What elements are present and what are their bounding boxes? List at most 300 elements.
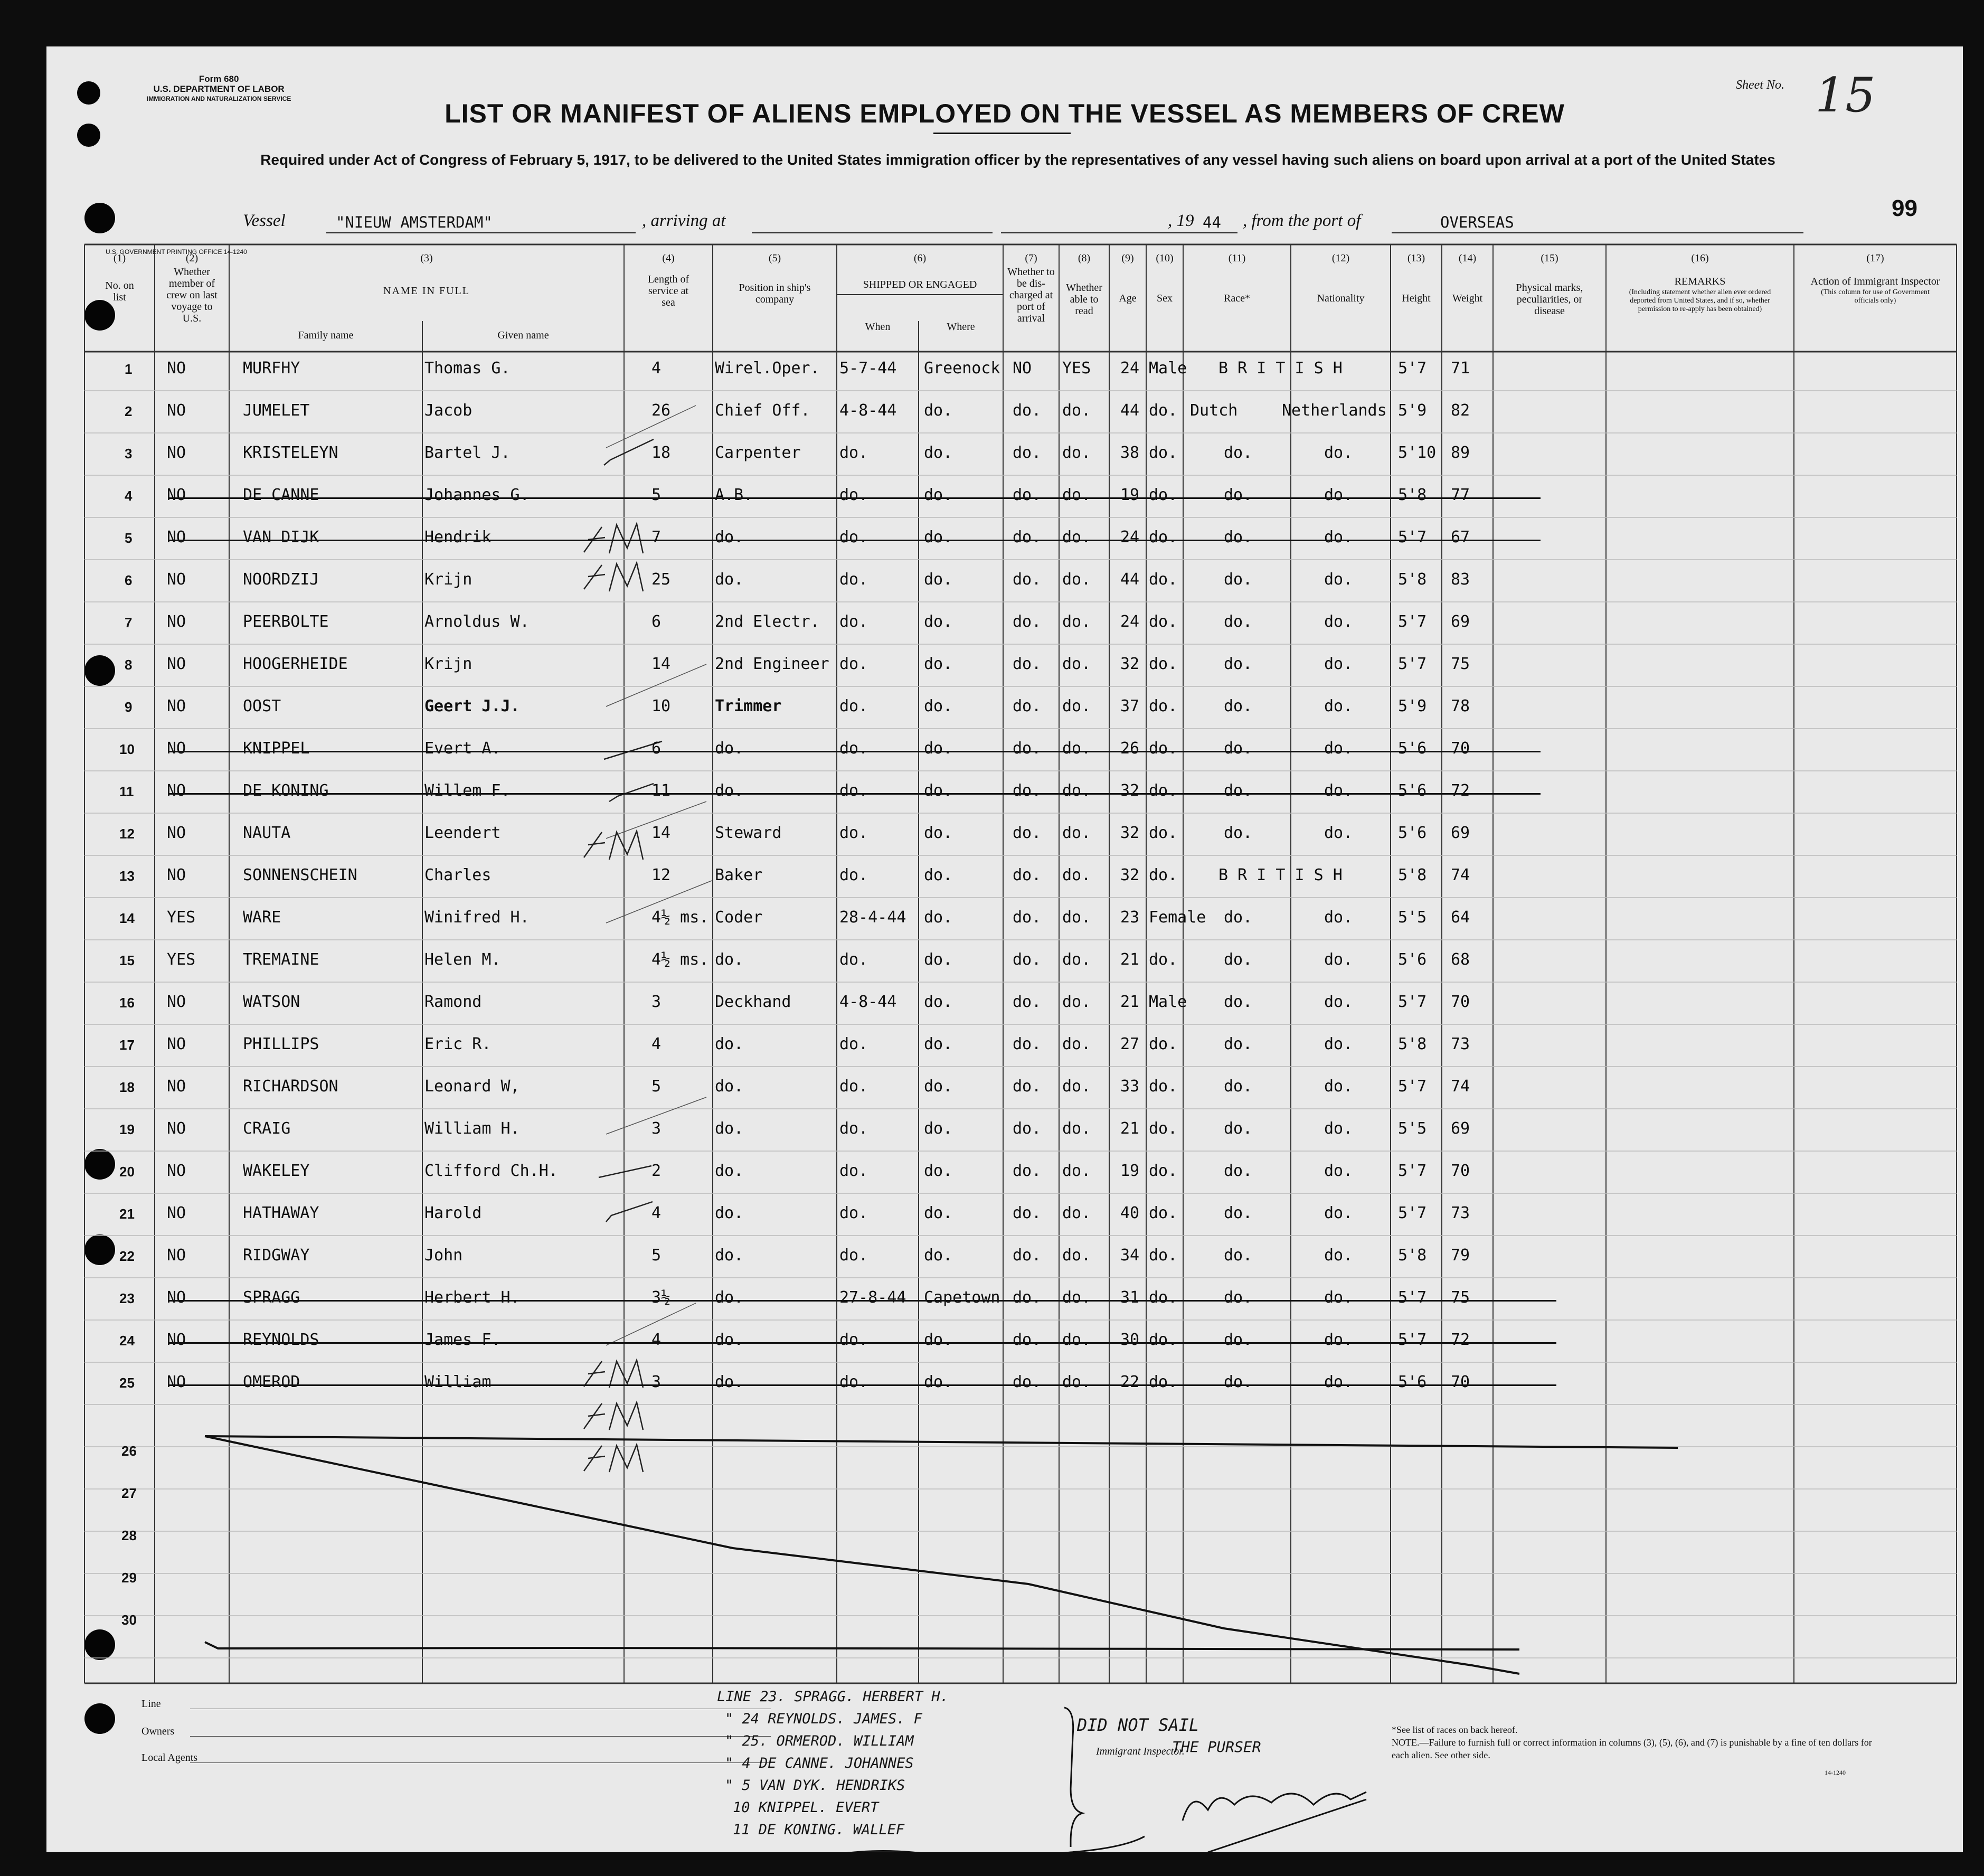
nationality-cell: do. bbox=[1324, 950, 1353, 969]
nationality-cell: do. bbox=[1324, 528, 1353, 546]
given-name-cell: Ramond bbox=[424, 993, 482, 1011]
service-length-cell: 6 bbox=[651, 612, 662, 631]
service-length-cell: 14 bbox=[651, 655, 671, 673]
discharge-cell: do. bbox=[1013, 1035, 1042, 1053]
height-cell: 5'9 bbox=[1398, 401, 1427, 420]
empty-row-number: 27 bbox=[121, 1485, 137, 1501]
given-name-cell: Clifford Ch.H. bbox=[424, 1162, 558, 1180]
printing-office-note: U.S. GOVERNMENT PRINTING OFFICE 14-1240 bbox=[106, 248, 247, 256]
race-cell: do. bbox=[1224, 1331, 1253, 1349]
shipped-where-cell: do. bbox=[924, 1204, 953, 1222]
col10-number: (10) bbox=[1156, 252, 1174, 264]
position-cell: Deckhand bbox=[715, 993, 791, 1011]
family-name-cell: DE CANNE bbox=[243, 486, 319, 504]
discharge-cell: do. bbox=[1013, 824, 1042, 842]
nationality-cell: do. bbox=[1324, 444, 1353, 462]
race-cell: do. bbox=[1224, 1246, 1253, 1265]
shipped-where-cell: do. bbox=[924, 1162, 953, 1180]
discharge-cell: do. bbox=[1013, 1331, 1042, 1349]
sex-cell: do. bbox=[1149, 1119, 1178, 1138]
shipped-where-cell: do. bbox=[924, 824, 953, 842]
position-cell: do. bbox=[715, 739, 744, 758]
weight-cell: 75 bbox=[1451, 1288, 1470, 1307]
family-name-cell: RICHARDSON bbox=[243, 1077, 338, 1096]
family-name-cell: KNIPPEL bbox=[243, 739, 310, 758]
height-cell: 5'6 bbox=[1398, 1373, 1427, 1391]
family-name-cell: CRAIG bbox=[243, 1119, 291, 1138]
page-subtitle: Required under Act of Congress of February 5, 1917, to be delivered to the United States immigration officer by the representatives of any vessel having such aliens on board upon arrival at a port of the United States bbox=[260, 152, 1775, 168]
weight-cell: 82 bbox=[1451, 401, 1470, 420]
shipped-where-cell: Capetown bbox=[924, 1288, 1000, 1307]
given-name-cell: Hendrik bbox=[424, 528, 492, 546]
race-cell: do. bbox=[1224, 739, 1253, 758]
col13-number: (13) bbox=[1407, 252, 1425, 264]
shipped-where-cell: do. bbox=[924, 444, 953, 462]
race-cell: B R I T I S H bbox=[1218, 866, 1343, 884]
read-ability-cell: do. bbox=[1062, 401, 1091, 420]
discharge-cell: do. bbox=[1013, 908, 1042, 927]
given-name-cell: Evert A. bbox=[424, 739, 501, 758]
position-cell: do. bbox=[715, 528, 744, 546]
races-note: *See list of races on back hereof. bbox=[1392, 1724, 1518, 1735]
col6-where-subheader: Where bbox=[947, 321, 975, 333]
shipped-when-cell: do. bbox=[839, 570, 868, 589]
read-ability-cell: do. bbox=[1062, 1204, 1091, 1222]
col2-header bbox=[155, 252, 229, 324]
read-ability-cell: do. bbox=[1062, 739, 1091, 758]
col16-note: (Including statement whether alien ever ordered deported from United States, and if so, whether permission to re-apply has been obtained) bbox=[1629, 288, 1771, 313]
discharge-cell: do. bbox=[1013, 612, 1042, 631]
handwritten-line: 11 DE KONING. WALLEF bbox=[733, 1822, 905, 1838]
nationality-cell: do. bbox=[1324, 739, 1353, 758]
row-number: 4 bbox=[125, 488, 133, 504]
col6-header bbox=[837, 252, 1003, 290]
last-voyage-cell: NO bbox=[167, 1246, 186, 1265]
col11-label: Race* bbox=[1224, 293, 1250, 304]
empty-row-number: 28 bbox=[121, 1528, 137, 1543]
sex-cell: Female bbox=[1149, 908, 1206, 927]
col17-note: (This column for use of Government officials only) bbox=[1821, 288, 1930, 305]
nationality-cell: do. bbox=[1324, 612, 1353, 631]
height-cell: 5'7 bbox=[1398, 359, 1427, 378]
service-length-cell: 4½ ms. bbox=[651, 908, 709, 927]
sex-cell: do. bbox=[1149, 1077, 1178, 1096]
given-name-cell: Charles bbox=[424, 866, 492, 884]
weight-cell: 79 bbox=[1451, 1246, 1470, 1265]
col12-number: (12) bbox=[1331, 252, 1350, 264]
weight-cell: 73 bbox=[1451, 1204, 1470, 1222]
empty-row-number: 30 bbox=[121, 1612, 137, 1628]
read-ability-cell: do. bbox=[1062, 1119, 1091, 1138]
family-name-cell: VAN DIJK bbox=[243, 528, 319, 546]
race-cell: do. bbox=[1224, 1373, 1253, 1391]
row-number: 21 bbox=[119, 1206, 135, 1222]
col17-number: (17) bbox=[1866, 252, 1884, 264]
service-length-cell: 5 bbox=[651, 1246, 662, 1265]
weight-cell: 69 bbox=[1451, 612, 1470, 631]
family-name-cell: WATSON bbox=[243, 993, 300, 1011]
race-cell: do. bbox=[1224, 612, 1253, 631]
weight-cell: 71 bbox=[1451, 359, 1470, 378]
given-name-cell: John bbox=[424, 1246, 463, 1265]
race-cell: do. bbox=[1224, 486, 1253, 504]
shipped-when-cell: do. bbox=[839, 528, 868, 546]
race-cell: do. bbox=[1224, 444, 1253, 462]
nationality-cell: do. bbox=[1324, 1119, 1353, 1138]
age-cell: 40 bbox=[1120, 1204, 1140, 1222]
col6-when-subheader: When bbox=[865, 321, 891, 333]
shipped-when-cell: do. bbox=[839, 739, 868, 758]
col4-number: (4) bbox=[662, 252, 675, 264]
year-value: 44 bbox=[1203, 213, 1221, 231]
last-voyage-cell: NO bbox=[167, 1035, 186, 1053]
service-length-cell: 3 bbox=[651, 1119, 662, 1138]
read-ability-cell: do. bbox=[1062, 1077, 1091, 1096]
footer-agents-rule bbox=[190, 1762, 771, 1763]
service-length-cell: 14 bbox=[651, 824, 671, 842]
vessel-name: "NIEUW AMSTERDAM" bbox=[336, 213, 493, 231]
height-cell: 5'7 bbox=[1398, 1077, 1427, 1096]
discharge-cell: do. bbox=[1013, 697, 1042, 715]
strike-through-line bbox=[168, 1342, 1556, 1344]
height-cell: 5'8 bbox=[1398, 866, 1427, 884]
weight-cell: 69 bbox=[1451, 824, 1470, 842]
age-cell: 31 bbox=[1120, 1288, 1140, 1307]
row-number: 15 bbox=[119, 953, 135, 968]
col8-number: (8) bbox=[1078, 252, 1091, 264]
race-cell: do. bbox=[1224, 697, 1253, 715]
position-cell: Chief Off. bbox=[715, 401, 810, 420]
age-cell: 32 bbox=[1120, 866, 1140, 884]
position-cell: 2nd Electr. bbox=[715, 612, 820, 631]
given-name-cell: Harold bbox=[424, 1204, 482, 1222]
col3-family-subheader: Family name bbox=[298, 329, 354, 341]
col5-label: Position in ship's company bbox=[739, 282, 811, 305]
col15-number: (15) bbox=[1541, 252, 1558, 264]
row-number: 18 bbox=[119, 1079, 135, 1095]
vessel-label: Vessel bbox=[243, 211, 286, 230]
discharge-cell: do. bbox=[1013, 570, 1042, 589]
col14-header bbox=[1442, 252, 1493, 304]
row-number: 6 bbox=[125, 572, 133, 588]
agency-name: U.S. DEPARTMENT OF LABOR bbox=[153, 84, 285, 94]
service-length-cell: 7 bbox=[651, 528, 662, 546]
form-number: Form 680 bbox=[199, 74, 239, 84]
read-ability-cell: do. bbox=[1062, 1162, 1091, 1180]
family-name-cell: HOOGERHEIDE bbox=[243, 655, 348, 673]
strike-through-line bbox=[168, 540, 1541, 541]
shipped-when-cell: do. bbox=[839, 655, 868, 673]
discharge-cell: do. bbox=[1013, 401, 1042, 420]
position-cell: do. bbox=[715, 1288, 744, 1307]
col1-label: No. on list bbox=[105, 280, 134, 303]
shipped-when-cell: do. bbox=[839, 1119, 868, 1138]
family-name-cell: NOORDZIJ bbox=[243, 570, 319, 589]
shipped-when-cell: do. bbox=[839, 1204, 868, 1222]
age-cell: 24 bbox=[1120, 528, 1140, 546]
service-length-cell: 3 bbox=[651, 993, 662, 1011]
sex-cell: do. bbox=[1149, 655, 1178, 673]
position-cell: Wirel.Oper. bbox=[715, 359, 820, 378]
weight-cell: 70 bbox=[1451, 993, 1470, 1011]
purser-note: THE PURSER bbox=[1172, 1738, 1261, 1756]
col11-header bbox=[1183, 252, 1291, 304]
footer-owners-label: Owners bbox=[141, 1726, 175, 1737]
family-name-cell: OMEROD bbox=[243, 1373, 300, 1391]
race-cell: do. bbox=[1224, 1288, 1253, 1307]
read-ability-cell: do. bbox=[1062, 1246, 1091, 1265]
row-number: 25 bbox=[119, 1375, 135, 1391]
height-cell: 5'7 bbox=[1398, 1288, 1427, 1307]
shipped-where-cell: do. bbox=[924, 908, 953, 927]
sex-cell: do. bbox=[1149, 950, 1178, 969]
row-number: 19 bbox=[119, 1121, 135, 1137]
discharge-cell: NO bbox=[1013, 359, 1032, 378]
age-cell: 32 bbox=[1120, 824, 1140, 842]
race-cell: do. bbox=[1224, 993, 1253, 1011]
family-name-cell: OOST bbox=[243, 697, 281, 715]
shipped-when-cell: do. bbox=[839, 612, 868, 631]
col8-header bbox=[1059, 252, 1109, 317]
given-name-cell: Winifred H. bbox=[424, 908, 530, 927]
last-voyage-cell: NO bbox=[167, 1077, 186, 1096]
shipped-when-cell: 28-4-44 bbox=[839, 908, 906, 927]
discharge-cell: do. bbox=[1013, 444, 1042, 462]
shipped-where-cell: do. bbox=[924, 570, 953, 589]
sex-cell: Male bbox=[1149, 993, 1187, 1011]
sex-cell: Male bbox=[1149, 359, 1187, 378]
nationality-cell: do. bbox=[1324, 1373, 1353, 1391]
shipped-where-cell: do. bbox=[924, 739, 953, 758]
discharge-cell: do. bbox=[1013, 1119, 1042, 1138]
height-cell: 5'7 bbox=[1398, 1162, 1427, 1180]
position-cell: do. bbox=[715, 1162, 744, 1180]
col7-header bbox=[1003, 252, 1059, 324]
last-voyage-cell: NO bbox=[167, 1288, 186, 1307]
age-cell: 44 bbox=[1120, 570, 1140, 589]
height-cell: 5'7 bbox=[1398, 655, 1427, 673]
col9-header bbox=[1109, 252, 1146, 304]
family-name-cell: WARE bbox=[243, 908, 281, 927]
race-cell: do. bbox=[1224, 908, 1253, 927]
service-length-cell: 5 bbox=[651, 486, 662, 504]
shipped-when-cell: 5-7-44 bbox=[839, 359, 897, 378]
did-not-sail-note: DID NOT SAIL bbox=[1077, 1715, 1199, 1735]
shipped-when-cell: do. bbox=[839, 1162, 868, 1180]
age-cell: 23 bbox=[1120, 908, 1140, 927]
given-name-cell: Krijn bbox=[424, 655, 473, 673]
shipped-where-cell: do. bbox=[924, 1119, 953, 1138]
handwritten-line: " 5 VAN DYK. HENDRIKS bbox=[725, 1777, 905, 1794]
given-name-cell: Johannes G. bbox=[424, 486, 530, 504]
race-cell: do. bbox=[1224, 781, 1253, 800]
last-voyage-cell: NO bbox=[167, 697, 186, 715]
weight-cell: 70 bbox=[1451, 1162, 1470, 1180]
strike-through-line bbox=[168, 751, 1541, 752]
weight-cell: 74 bbox=[1451, 1077, 1470, 1096]
family-name-cell: SONNENSCHEIN bbox=[243, 866, 357, 884]
shipped-where-cell: do. bbox=[924, 528, 953, 546]
sex-cell: do. bbox=[1149, 1331, 1178, 1349]
discharge-cell: do. bbox=[1013, 1288, 1042, 1307]
given-name-cell: Arnoldus W. bbox=[424, 612, 530, 631]
col7-number: (7) bbox=[1025, 252, 1037, 264]
handwritten-line: " 24 REYNOLDS. JAMES. F bbox=[725, 1711, 922, 1727]
col17-header bbox=[1794, 252, 1957, 305]
shipped-where-cell: do. bbox=[924, 781, 953, 800]
last-voyage-cell: NO bbox=[167, 655, 186, 673]
race-cell: do. bbox=[1224, 950, 1253, 969]
read-ability-cell: do. bbox=[1062, 1331, 1091, 1349]
family-name-cell: WAKELEY bbox=[243, 1162, 310, 1180]
weight-cell: 67 bbox=[1451, 528, 1470, 546]
family-name-cell: REYNOLDS bbox=[243, 1331, 319, 1349]
read-ability-cell: do. bbox=[1062, 1373, 1091, 1391]
family-name-cell: JUMELET bbox=[243, 401, 310, 420]
shipped-when-cell: do. bbox=[839, 1035, 868, 1053]
col6-label: SHIPPED OR ENGAGED bbox=[863, 279, 977, 290]
col17-label: Action of Immigrant Inspector bbox=[1810, 276, 1940, 287]
nationality-cell: Netherlands bbox=[1282, 401, 1387, 420]
nationality-cell: do. bbox=[1324, 781, 1353, 800]
row-number: 23 bbox=[119, 1290, 135, 1306]
shipped-when-cell: do. bbox=[839, 444, 868, 462]
sex-cell: do. bbox=[1149, 1035, 1178, 1053]
col14-label: Weight bbox=[1452, 293, 1483, 304]
discharge-cell: do. bbox=[1013, 1204, 1042, 1222]
height-cell: 5'6 bbox=[1398, 824, 1427, 842]
service-length-cell: 3 bbox=[651, 1373, 662, 1391]
read-ability-cell: do. bbox=[1062, 612, 1091, 631]
shipped-where-cell: do. bbox=[924, 401, 953, 420]
row-number: 24 bbox=[119, 1333, 135, 1349]
shipped-where-cell: do. bbox=[924, 1077, 953, 1096]
sex-cell: do. bbox=[1149, 401, 1178, 420]
col3-number: (3) bbox=[420, 252, 433, 264]
age-cell: 44 bbox=[1120, 401, 1140, 420]
last-voyage-cell: NO bbox=[167, 1331, 186, 1349]
col9-number: (9) bbox=[1121, 252, 1134, 264]
position-cell: Carpenter bbox=[715, 444, 801, 462]
row-number: 17 bbox=[119, 1037, 135, 1053]
shipped-where-cell: do. bbox=[924, 1373, 953, 1391]
discharge-cell: do. bbox=[1013, 1162, 1042, 1180]
col8-label: Whether able to read bbox=[1066, 282, 1102, 317]
service-length-cell: 4 bbox=[651, 359, 662, 378]
given-name-cell: Geert J.J. bbox=[424, 697, 520, 715]
weight-cell: 77 bbox=[1451, 486, 1470, 504]
col10-header bbox=[1146, 252, 1183, 304]
weight-cell: 70 bbox=[1451, 1373, 1470, 1391]
handwritten-line: " 4 DE CANNE. JOHANNES bbox=[725, 1755, 914, 1771]
read-ability-cell: do. bbox=[1062, 824, 1091, 842]
col3-header bbox=[229, 252, 624, 297]
service-length-cell: 3½ bbox=[651, 1288, 671, 1307]
race-cell: do. bbox=[1224, 1204, 1253, 1222]
col13-label: Height bbox=[1402, 293, 1431, 304]
shipped-where-cell: do. bbox=[924, 486, 953, 504]
shipped-where-cell: do. bbox=[924, 993, 953, 1011]
arriving-label: , arriving at bbox=[642, 211, 726, 230]
shipped-when-cell: 4-8-44 bbox=[839, 401, 897, 420]
read-ability-cell: do. bbox=[1062, 908, 1091, 927]
shipped-when-cell: do. bbox=[839, 486, 868, 504]
strike-through-line bbox=[168, 497, 1541, 499]
last-voyage-cell: NO bbox=[167, 486, 186, 504]
height-cell: 5'7 bbox=[1398, 1331, 1427, 1349]
position-cell: do. bbox=[715, 1331, 744, 1349]
manifest-sheet bbox=[46, 46, 1963, 1852]
page-title: LIST OR MANIFEST OF ALIENS EMPLOYED ON THE VESSEL AS MEMBERS OF CREW bbox=[445, 99, 1565, 128]
service-length-cell: 18 bbox=[651, 444, 671, 462]
last-voyage-cell: NO bbox=[167, 781, 186, 800]
col1-number: (1) bbox=[113, 252, 126, 264]
read-ability-cell: do. bbox=[1062, 1035, 1091, 1053]
shipped-when-cell: do. bbox=[839, 1373, 868, 1391]
port-value: OVERSEAS bbox=[1440, 213, 1514, 231]
age-cell: 21 bbox=[1120, 1119, 1140, 1138]
sex-cell: do. bbox=[1149, 1204, 1178, 1222]
last-voyage-cell: NO bbox=[167, 1373, 186, 1391]
race-cell: do. bbox=[1224, 824, 1253, 842]
read-ability-cell: do. bbox=[1062, 655, 1091, 673]
nationality-cell: do. bbox=[1324, 993, 1353, 1011]
row-number: 22 bbox=[119, 1248, 135, 1264]
age-cell: 38 bbox=[1120, 444, 1140, 462]
service-length-cell: 4 bbox=[651, 1035, 662, 1053]
read-ability-cell: do. bbox=[1062, 1288, 1091, 1307]
given-name-cell: Eric R. bbox=[424, 1035, 492, 1053]
weight-cell: 72 bbox=[1451, 1331, 1470, 1349]
discharge-cell: do. bbox=[1013, 950, 1042, 969]
col15-label: Physical marks, peculiarities, or disease bbox=[1516, 282, 1583, 317]
nationality-cell: do. bbox=[1324, 697, 1353, 715]
weight-cell: 83 bbox=[1451, 570, 1470, 589]
sex-cell: do. bbox=[1149, 1162, 1178, 1180]
age-cell: 27 bbox=[1120, 1035, 1140, 1053]
given-name-cell: William bbox=[424, 1373, 492, 1391]
shipped-when-cell: do. bbox=[839, 866, 868, 884]
race-cell: do. bbox=[1224, 655, 1253, 673]
height-cell: 5'6 bbox=[1398, 781, 1427, 800]
discharge-cell: do. bbox=[1013, 781, 1042, 800]
read-ability-cell: do. bbox=[1062, 570, 1091, 589]
last-voyage-cell: NO bbox=[167, 570, 186, 589]
from-port-label: , from the port of bbox=[1243, 211, 1361, 230]
height-cell: 5'7 bbox=[1398, 528, 1427, 546]
given-name-cell: Krijn bbox=[424, 570, 473, 589]
handwritten-line: 10 KNIPPEL. EVERT bbox=[733, 1799, 879, 1816]
position-cell: do. bbox=[715, 1035, 744, 1053]
col2-label: Whether member of crew on last voyage to U.S. bbox=[166, 266, 218, 324]
family-name-cell: HATHAWAY bbox=[243, 1204, 319, 1222]
last-voyage-cell: YES bbox=[167, 908, 196, 927]
given-name-cell: Bartel J. bbox=[424, 444, 511, 462]
row-number: 10 bbox=[119, 741, 135, 757]
race-cell: do. bbox=[1224, 1162, 1253, 1180]
race-cell: do. bbox=[1224, 570, 1253, 589]
last-voyage-cell: NO bbox=[167, 824, 186, 842]
shipped-where-cell: do. bbox=[924, 866, 953, 884]
sex-cell: do. bbox=[1149, 612, 1178, 631]
col3-label: NAME IN FULL bbox=[383, 285, 470, 297]
empty-row-number: 29 bbox=[121, 1570, 137, 1586]
col16-number: (16) bbox=[1691, 252, 1709, 264]
shipped-when-cell: do. bbox=[839, 824, 868, 842]
row-number: 16 bbox=[119, 995, 135, 1011]
race-cell: do. bbox=[1224, 1077, 1253, 1096]
given-name-cell: Helen M. bbox=[424, 950, 501, 969]
